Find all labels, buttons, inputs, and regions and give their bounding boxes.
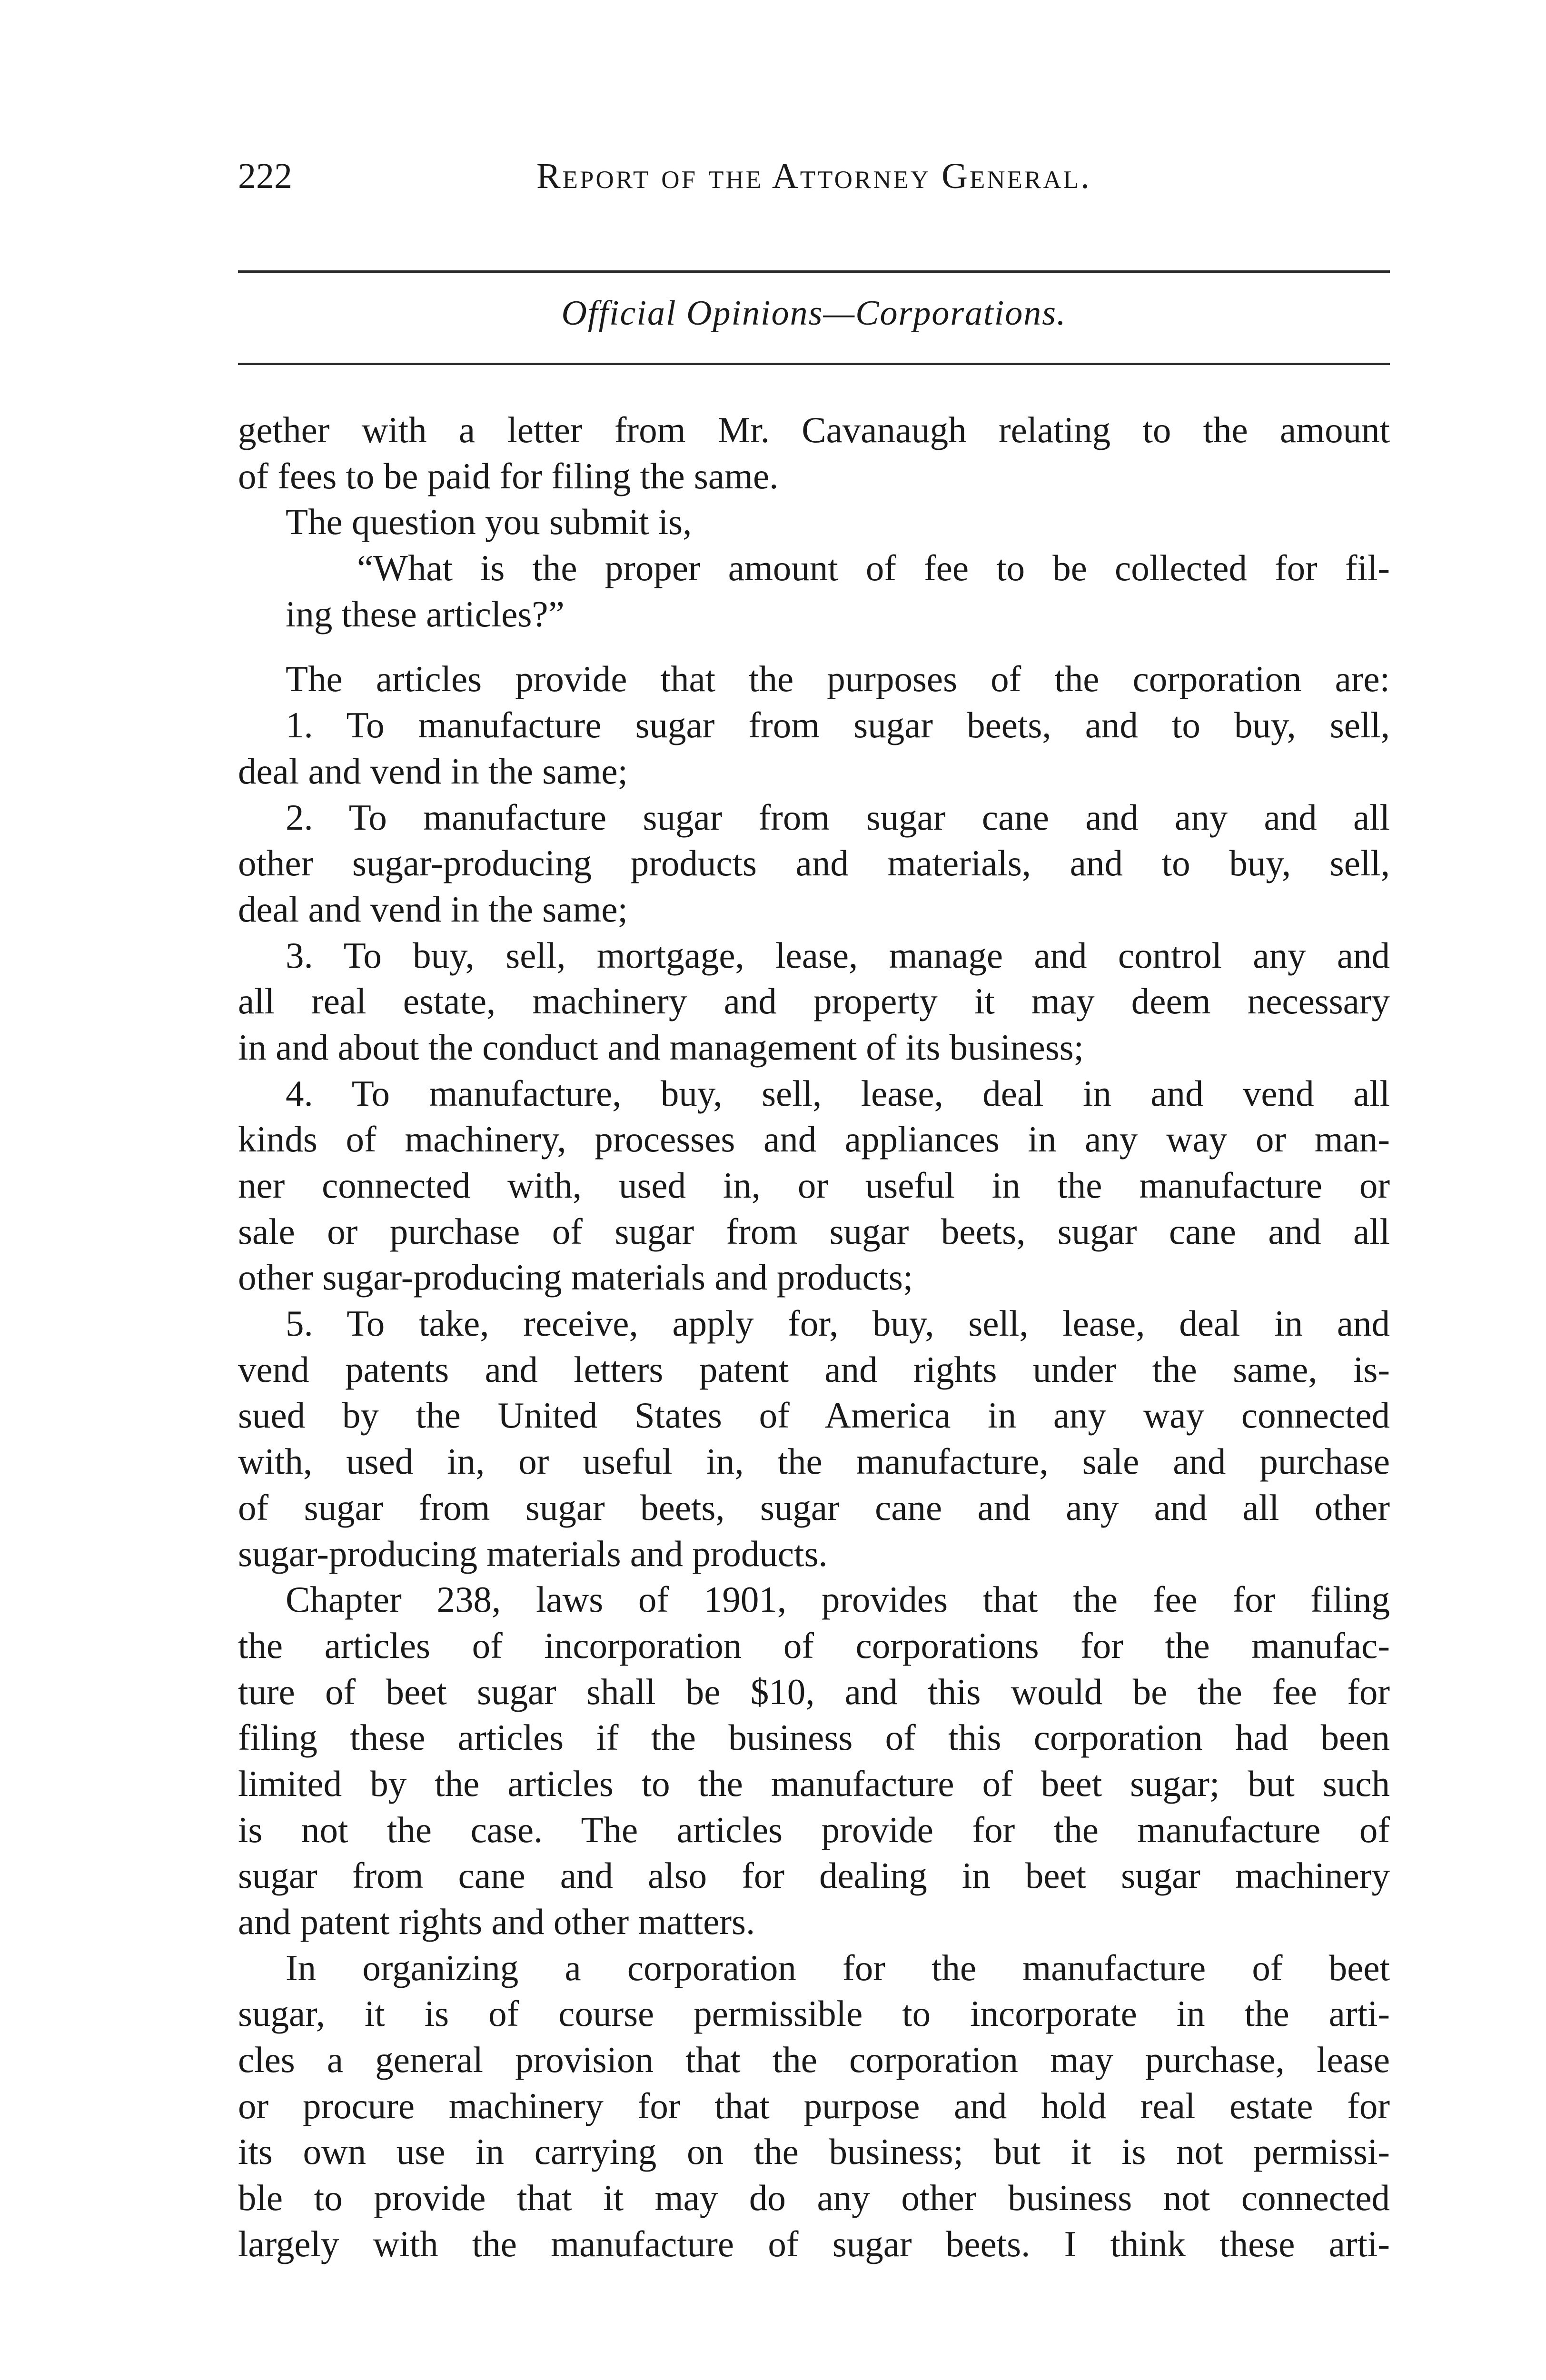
list-item-line: 5. To take, receive, apply for, buy, sell, lease, deal in and	[286, 1303, 1390, 1344]
text-line: sugar from cane and also for dealing in beet sugar machinery	[238, 1855, 1390, 1896]
list-item-line: 4. To manufacture, buy, sell, lease, deal in and vend all	[286, 1072, 1390, 1114]
list-item-line: vend patents and letters patent and rights under the same, is-	[238, 1349, 1390, 1390]
text-line: its own use in carrying on the business; but it is not permissi-	[238, 2131, 1390, 2172]
list-item-line: sugar-producing materials and products.	[238, 1533, 828, 1574]
text-line: limited by the articles to the manufacture of beet sugar; but such	[238, 1763, 1390, 1804]
list-item-line: sale or purchase of sugar from sugar beets, sugar cane and all	[238, 1210, 1390, 1252]
text-line: ble to provide that it may do any other business not connected	[238, 2177, 1390, 2219]
text-line: the articles of incorporation of corporations for the manufac-	[238, 1625, 1390, 1666]
text-line: is not the case. The articles provide for the manufacture of	[238, 1809, 1390, 1850]
text-line: filing these articles if the business of this corporation had been	[238, 1717, 1390, 1758]
list-item-line: all real estate, machinery and property it may deem necessary	[238, 981, 1390, 1022]
list-item-line: deal and vend in the same;	[238, 888, 628, 930]
page-number: 222	[238, 156, 292, 196]
list-item-line: other sugar-producing products and materials, and to buy, sell,	[238, 843, 1390, 884]
list-item-line: with, used in, or useful in, the manufacture, sale and purchase	[238, 1441, 1390, 1482]
running-head	[238, 152, 1390, 209]
body-text	[238, 407, 1390, 2267]
list-item-line: kinds of machinery, processes and appliances in any way or man-	[238, 1119, 1390, 1160]
list-item-line: of sugar from sugar beets, sugar cane and any and all other	[238, 1487, 1390, 1528]
text-line: The articles provide that the purposes of the corporation are:	[286, 658, 1390, 700]
text-line: ture of beet sugar shall be $10, and this would be the fee for	[238, 1671, 1390, 1712]
journal-title: Report of the Attorney General.	[536, 156, 1092, 196]
list-item-line: 2. To manufacture sugar from sugar cane and any and all	[286, 796, 1390, 838]
text-line: sugar, it is of course permissible to incorporate in the arti-	[238, 1993, 1390, 2034]
text-line: of fees to be paid for filing the same.	[238, 455, 779, 496]
section-title: Official Opinions—Corporations.	[561, 294, 1067, 333]
list-item-line: in and about the conduct and management of its business;	[238, 1026, 1084, 1068]
text-line: In organizing a corporation for the manufacture of beet	[286, 1947, 1390, 1988]
text-line: Chapter 238, laws of 1901, provides that the fee for filing	[286, 1579, 1390, 1620]
list-item-line: deal and vend in the same;	[238, 750, 628, 792]
text-line: gether with a letter from Mr. Cavanaugh relating to the amount	[238, 409, 1390, 450]
header-rule-bottom	[238, 363, 1390, 365]
list-item-line: ner connected with, used in, or useful in the manufacture or	[238, 1165, 1390, 1206]
list-item-line: sued by the United States of America in any way connected	[238, 1395, 1390, 1436]
text-line: or procure machinery for that purpose and hold real estate for	[238, 2085, 1390, 2126]
text-line: cles a general provision that the corporation may purchase, lease	[238, 2039, 1390, 2081]
header-rule-top	[238, 270, 1390, 273]
text-line: largely with the manufacture of sugar beets. I think these arti-	[238, 2223, 1390, 2264]
quote-line: ing these articles?”	[286, 593, 565, 635]
list-item-line: 1. To manufacture sugar from sugar beets, and to buy, sell,	[286, 704, 1390, 746]
text-line: The question you submit is,	[286, 501, 692, 543]
quote-line: “What is the proper amount of fee to be collected for fil-	[357, 547, 1390, 589]
list-item-line: 3. To buy, sell, mortgage, lease, manage and control any and	[286, 934, 1390, 976]
text-line: and patent rights and other matters.	[238, 1901, 755, 1942]
list-item-line: other sugar-producing materials and products;	[238, 1257, 913, 1298]
